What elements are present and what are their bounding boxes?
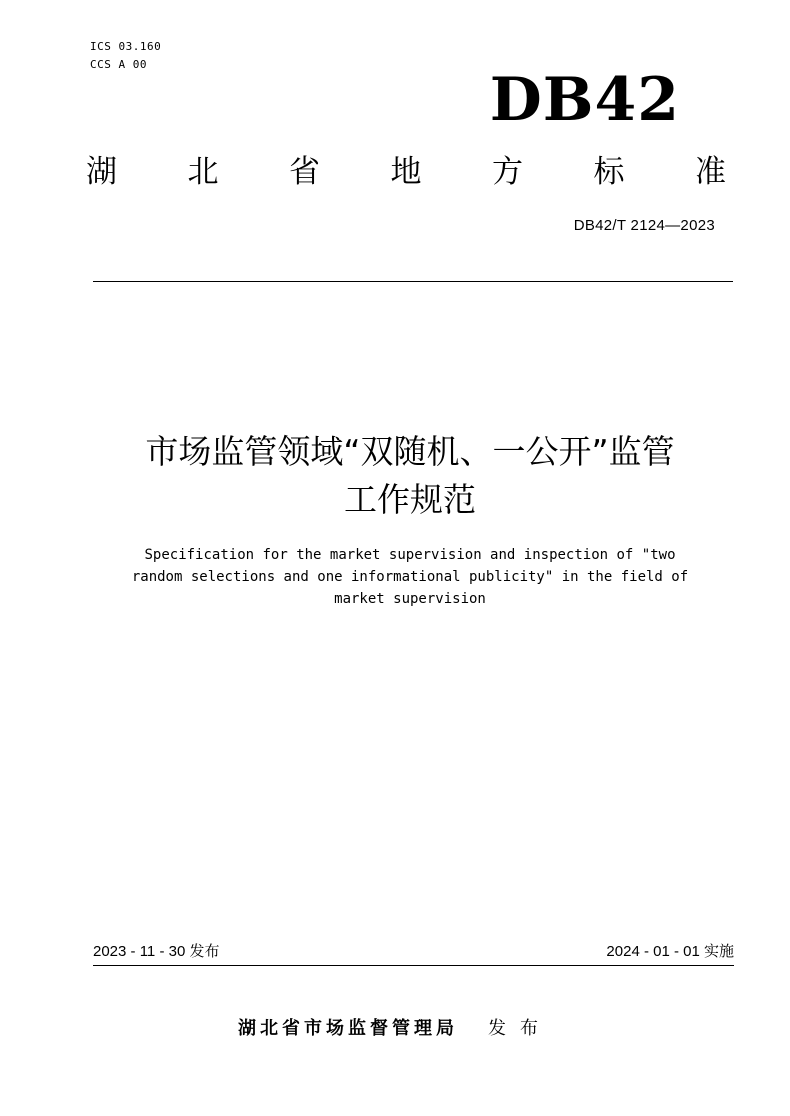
standard-type-char: 地	[390, 154, 422, 190]
standard-number: DB42/T 2124—2023	[573, 217, 715, 234]
issuer-action: 发布	[488, 1018, 552, 1039]
ics-code: ICS 03.160	[90, 40, 162, 53]
ccs-code: CCS A 00	[90, 58, 147, 71]
english-title-line: market supervision	[334, 591, 486, 607]
english-title-line: random selections and one informational publicity" in the field of	[131, 569, 689, 585]
standard-type-char: 标	[593, 154, 625, 190]
chinese-title	[80, 428, 740, 524]
issuer-name: 湖北省市场监督管理局	[238, 1018, 458, 1039]
chinese-title-line: 市场监管领域“双随机、一公开”监管	[145, 432, 675, 471]
chinese-title-line: 工作规范	[344, 480, 476, 519]
implementation-date: 2024 - 01 - 01 实施	[606, 943, 734, 960]
standard-type-char: 湖	[86, 154, 117, 190]
standard-code-logo: DB42	[489, 65, 680, 135]
top-divider	[93, 281, 733, 282]
issue-date: 2023 - 11 - 30 发布	[93, 943, 220, 960]
standard-type-char: 北	[187, 154, 219, 190]
standard-type-char: 省	[289, 154, 320, 190]
standard-type-heading	[86, 150, 726, 194]
issuing-authority	[0, 1016, 790, 1042]
english-title-line: Specification for the market supervision and inspection of "two	[144, 547, 676, 563]
english-title	[80, 544, 740, 610]
standard-type-char: 方	[492, 154, 523, 190]
bottom-divider	[93, 965, 734, 966]
standard-type-char: 准	[695, 154, 726, 190]
